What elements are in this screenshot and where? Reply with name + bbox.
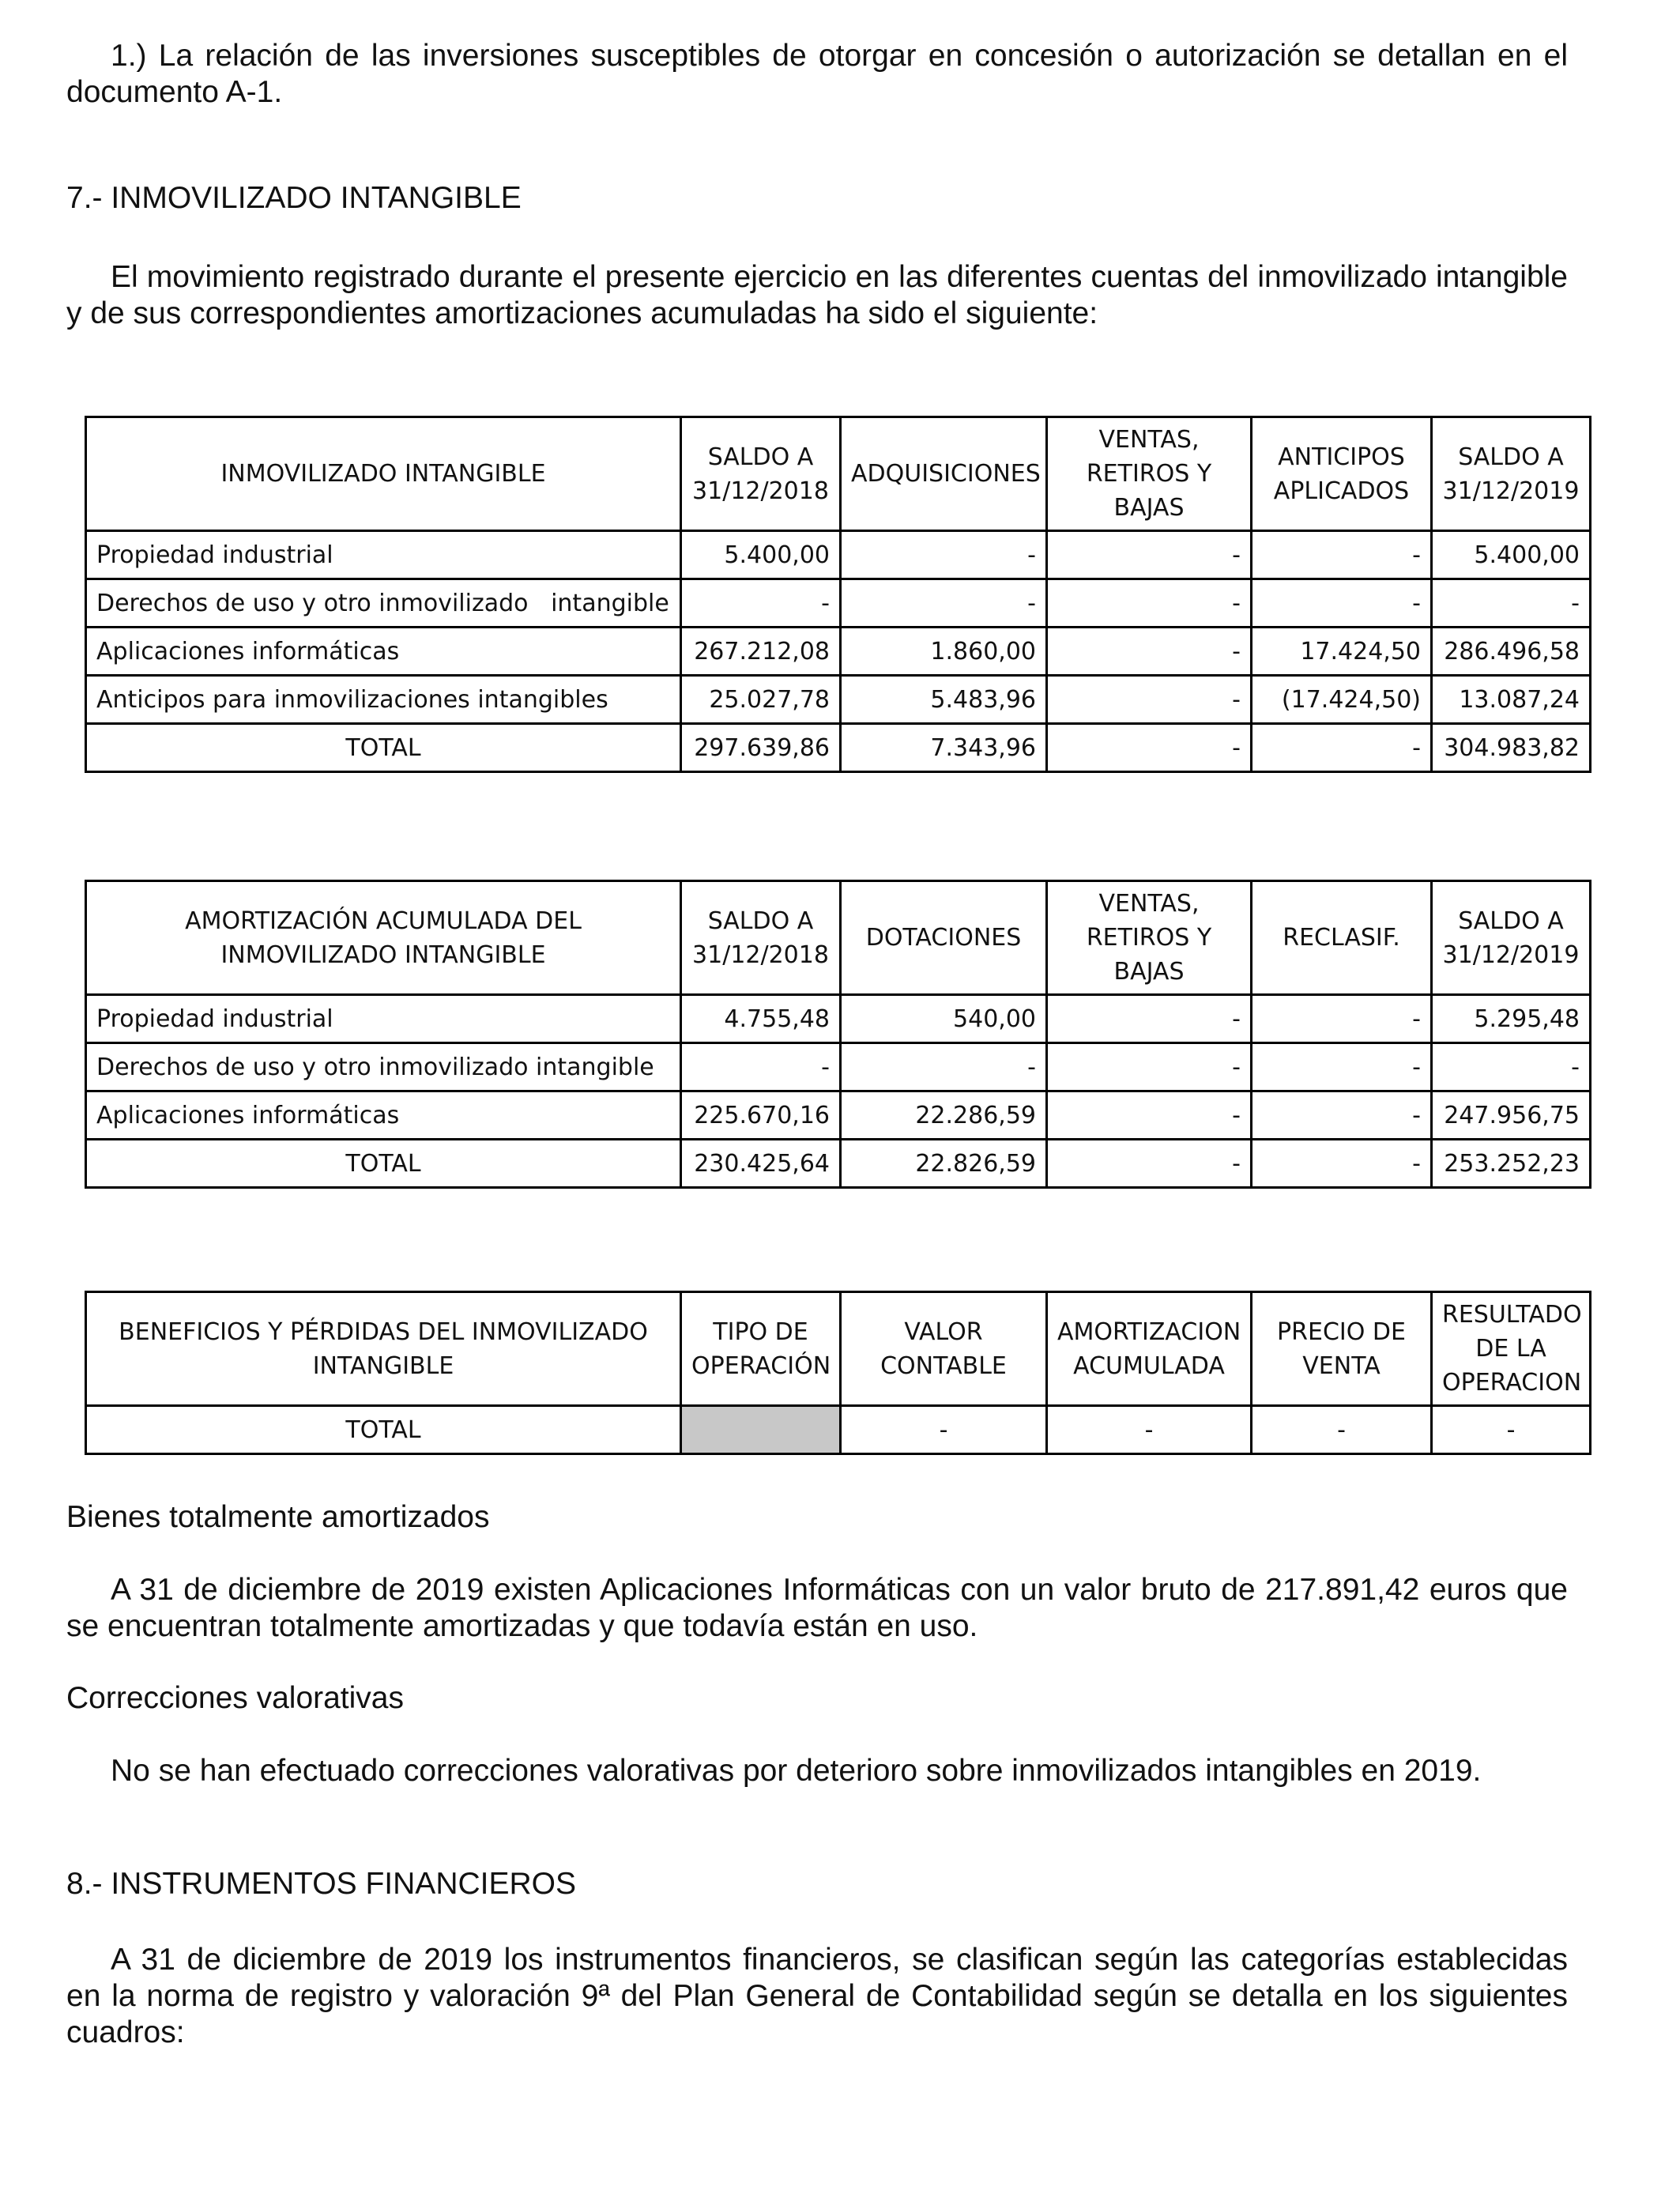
- table-cell: -: [1252, 1406, 1432, 1454]
- table-cell: -: [1047, 724, 1252, 772]
- table-cell: 1.860,00: [841, 628, 1047, 676]
- column-header: SALDO A 31/12/2019: [1432, 881, 1591, 995]
- row-label: Propiedad industrial: [86, 995, 681, 1043]
- bienes-title: Bienes totalmente amortizados: [66, 1500, 490, 1534]
- table-cell: -: [1252, 1140, 1432, 1188]
- section-7-title: 7.- INMOVILIZADO INTANGIBLE: [66, 181, 522, 215]
- correcciones-title: Correcciones valorativas: [66, 1681, 405, 1715]
- column-header: RECLASIF.: [1252, 881, 1432, 995]
- table-cell: 253.252,23: [1432, 1140, 1591, 1188]
- section-8-title: 8.- INSTRUMENTOS FINANCIEROS: [66, 1867, 577, 1901]
- table-cell: 22.286,59: [841, 1091, 1047, 1140]
- table-cell: 5.483,96: [841, 676, 1047, 724]
- table-total-row: [86, 1406, 1591, 1454]
- column-header: VENTAS, RETIROS Y BAJAS: [1047, 881, 1252, 995]
- table-cell: 267.212,08: [681, 628, 841, 676]
- table-cell: 297.639,86: [681, 724, 841, 772]
- row-label: Aplicaciones informáticas: [86, 628, 681, 676]
- column-header: PRECIO DE VENTA: [1252, 1292, 1432, 1406]
- table-cell: 5.400,00: [681, 531, 841, 579]
- table-cell: 230.425,64: [681, 1140, 841, 1188]
- table-cell: 7.343,96: [841, 724, 1047, 772]
- table-cell: -: [1252, 579, 1432, 628]
- table-cell: -: [1432, 1043, 1591, 1091]
- table-cell: 304.983,82: [1432, 724, 1591, 772]
- table-cell: 4.755,48: [681, 995, 841, 1043]
- table-row: [86, 676, 1591, 724]
- column-header: TIPO DE OPERACIÓN: [681, 1292, 841, 1406]
- section-7-paragraph: El movimiento registrado durante el presente ejercicio en las diferentes cuentas del inmovilizado intangible y de sus correspondientes amortizaciones acumuladas ha sido el siguiente:: [66, 260, 1568, 330]
- table-cell: -: [1047, 676, 1252, 724]
- table-cell: -: [1252, 531, 1432, 579]
- table-cell: -: [841, 1406, 1047, 1454]
- row-label: Anticipos para inmovilizaciones intangibles: [86, 676, 681, 724]
- row-label: Propiedad industrial: [86, 531, 681, 579]
- table-cell: 25.027,78: [681, 676, 841, 724]
- table-cell: -: [841, 1043, 1047, 1091]
- table-cell: (17.424,50): [1252, 676, 1432, 724]
- column-header: SALDO A 31/12/2018: [681, 881, 841, 995]
- table-cell: 13.087,24: [1432, 676, 1591, 724]
- table-cell: 225.670,16: [681, 1091, 841, 1140]
- column-header: INMOVILIZADO INTANGIBLE: [86, 417, 681, 531]
- column-header: ANTICIPOS APLICADOS: [1252, 417, 1432, 531]
- table-cell: 247.956,75: [1432, 1091, 1591, 1140]
- table-cell: -: [1432, 1406, 1591, 1454]
- table-cell: 286.496,58: [1432, 628, 1591, 676]
- table-cell: -: [1252, 1043, 1432, 1091]
- column-header: VENTAS, RETIROS Y BAJAS: [1047, 417, 1252, 531]
- table-cell: -: [841, 531, 1047, 579]
- row-label: TOTAL: [86, 1140, 681, 1188]
- table-header-row: [86, 1292, 1591, 1406]
- column-header: ADQUISICIONES: [841, 417, 1047, 531]
- table-total-row: [86, 724, 1591, 772]
- table-cell: -: [1252, 995, 1432, 1043]
- table-cell: -: [1252, 724, 1432, 772]
- column-header: AMORTIZACIÓN ACUMULADA DEL INMOVILIZADO INTANGIBLE: [86, 881, 681, 995]
- table-cell: 540,00: [841, 995, 1047, 1043]
- table-cell: 5.295,48: [1432, 995, 1591, 1043]
- gains-losses-table: [85, 1291, 1591, 1455]
- row-label: Aplicaciones informáticas: [86, 1091, 681, 1140]
- row-label: TOTAL: [86, 1406, 681, 1454]
- column-header: SALDO A 31/12/2018: [681, 417, 841, 531]
- table-cell: 17.424,50: [1252, 628, 1432, 676]
- column-header: VALOR CONTABLE: [841, 1292, 1047, 1406]
- table-total-row: [86, 1140, 1591, 1188]
- table-cell: -: [1252, 1091, 1432, 1140]
- table-row: [86, 531, 1591, 579]
- table-cell: -: [1047, 628, 1252, 676]
- column-header: DOTACIONES: [841, 881, 1047, 995]
- column-header: RESULTADO DE LA OPERACION: [1432, 1292, 1591, 1406]
- table-cell: -: [681, 1043, 841, 1091]
- section-8-paragraph: A 31 de diciembre de 2019 los instrumentos financieros, se clasifican según las categorías establecidas en la norma de registro y valoración 9ª del Plan General de Contabilidad según se detalla en los siguientes cuadros:: [66, 1943, 1568, 2049]
- table-cell: 5.400,00: [1432, 531, 1591, 579]
- table-cell: -: [1047, 1091, 1252, 1140]
- table-cell: -: [1047, 995, 1252, 1043]
- intangible-assets-table: [85, 416, 1591, 773]
- table-header-row: [86, 881, 1591, 995]
- table-cell: -: [1047, 531, 1252, 579]
- table-row: [86, 628, 1591, 676]
- table-row: [86, 579, 1591, 628]
- table-cell: -: [1432, 579, 1591, 628]
- intro-paragraph: 1.) La relación de las inversiones susceptibles de otorgar en concesión o autorización se detallan en el documento A-1.: [66, 39, 1568, 109]
- column-header: AMORTIZACION ACUMULADA: [1047, 1292, 1252, 1406]
- table-cell: -: [841, 579, 1047, 628]
- column-header: SALDO A 31/12/2019: [1432, 417, 1591, 531]
- table-cell: -: [681, 579, 841, 628]
- column-header: BENEFICIOS Y PÉRDIDAS DEL INMOVILIZADO INTANGIBLE: [86, 1292, 681, 1406]
- table-header-row: [86, 417, 1591, 531]
- table-row: [86, 1043, 1591, 1091]
- table-cell: -: [1047, 1140, 1252, 1188]
- table-row: [86, 1091, 1591, 1140]
- table-cell: 22.826,59: [841, 1140, 1047, 1188]
- row-label: Derechos de uso y otro inmovilizado intangible: [86, 1043, 681, 1091]
- table-cell: -: [1047, 579, 1252, 628]
- table-cell: -: [1047, 1406, 1252, 1454]
- shaded-cell: [681, 1406, 841, 1454]
- accumulated-amortization-table: [85, 880, 1591, 1189]
- bienes-paragraph: A 31 de diciembre de 2019 existen Aplicaciones Informáticas con un valor bruto de 217.891,42 euros que se encuentran totalmente amortizadas y que todavía están en uso.: [66, 1573, 1568, 1643]
- correcciones-paragraph: No se han efectuado correcciones valorativas por deterioro sobre inmovilizados intangibles en 2019.: [111, 1754, 1482, 1788]
- row-label: Derechos de uso y otro inmovilizado intangible: [86, 579, 681, 628]
- row-label: TOTAL: [86, 724, 681, 772]
- table-cell: -: [1047, 1043, 1252, 1091]
- table-row: [86, 995, 1591, 1043]
